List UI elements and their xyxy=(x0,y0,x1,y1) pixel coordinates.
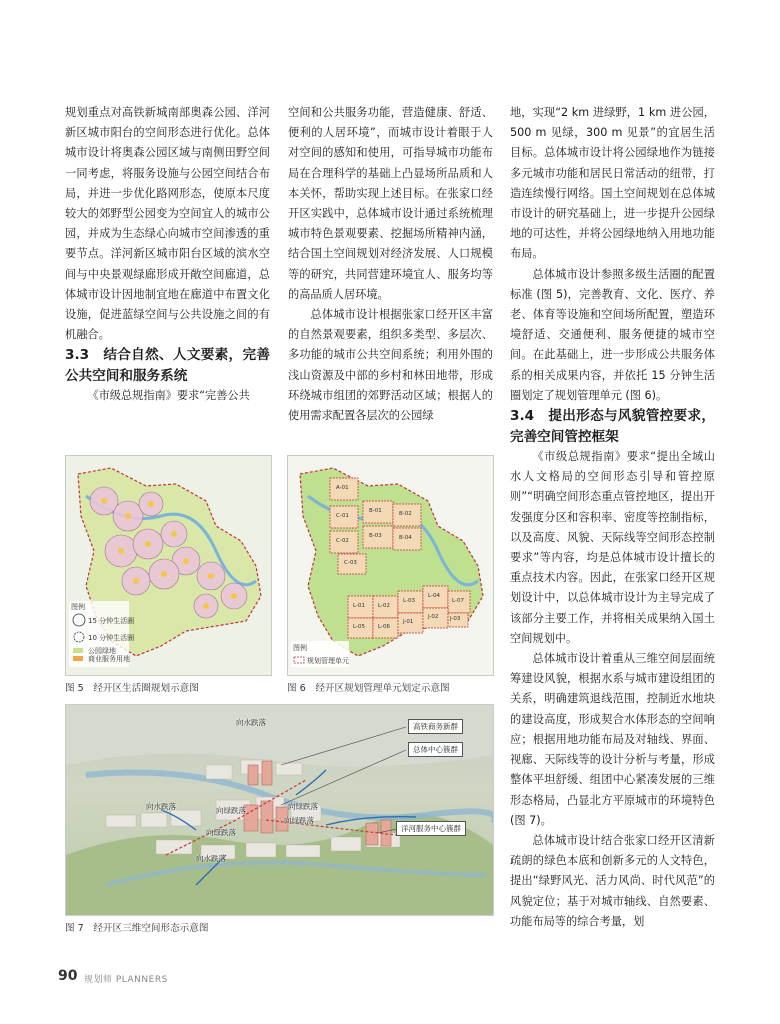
figure-7-rendering xyxy=(65,704,494,916)
unit-label: J-02 xyxy=(428,614,439,620)
paragraph: 《市级总规指南》要求“完善公共 xyxy=(87,389,250,403)
figure-6-map xyxy=(287,455,494,676)
unit-label: C-02 xyxy=(336,538,349,544)
management-unit-map xyxy=(288,456,493,675)
tag-general-center-cluster: 总体中心簇群 xyxy=(408,742,463,757)
unit-label: L-03 xyxy=(403,598,415,604)
form-label: 向绿跌落 xyxy=(288,802,318,811)
form-label: 向绿跌落 xyxy=(206,828,236,837)
legend-title: 图例 xyxy=(71,603,85,611)
paragraph: 《市级总规指南》要求“提出全域山水人文格局的空间形态引导和管控原则”“明确空间形态重点管控地区，提出开发强度分区和容积率、密度等控制指标，以及高度、风貌、天际线等空间形态控制要求”等内容，均是总体城市设计擅长的重点技术内容。因此，在张家口经开区规划设计中，以总体城市设计为主导完成了该部分主要工作，并将相关成果纳入国土空间规划中。 xyxy=(510,450,715,645)
form-label: 向水跌落 xyxy=(146,802,176,811)
paragraph: 总体城市设计根据张家口经开区丰富的自然景观要素，组织多类型、多层次、多功能的城市公共空间系统；利用外围的浅山资源及中部的乡村和林田地带，形成环绕城市组团的郊野活动区域；根据人的使用需求配置各层次的公园绿 xyxy=(288,308,493,423)
section-heading-3-4: 3.4 提出形态与风貌管控要求，完善空间管控框架 xyxy=(510,408,715,445)
paragraph: 地，实现“2 km 进绿野，1 km 进公园，500 m 见绿，300 m 见景”的宜居生活目标。总体城市设计将公园绿地作为链接多元城市功能和居民日常活动的纽带，打造连续慢行网络。国土空间规划在总体城市设计的研究基础上，进一步提升公园绿地的可达性，并将公园绿地纳入用地功能布局。 xyxy=(510,106,715,261)
unit-label: C-01 xyxy=(336,513,349,519)
form-label: 向绿跌落 xyxy=(216,806,246,815)
legend-title: 图例 xyxy=(293,644,307,652)
3d-form-rendering xyxy=(66,705,493,915)
legend-item: 规划管理单元 xyxy=(307,657,349,665)
legend-item: 商业服务用地 xyxy=(88,655,130,663)
legend-commercial-swatch xyxy=(73,656,83,661)
unit-label: B-04 xyxy=(399,535,412,541)
magazine-name: 规划师 PLANNERS xyxy=(84,975,168,985)
unit-label: B-02 xyxy=(399,511,412,517)
paragraph: 总体城市设计着重从三维空间层面统筹建设风貌，根据水系与城市建设组团的关系，明确建筑退线范围，控制近水地块的建设高度，形成契合水体形态的空间响应；根据用地功能布局及对轴线、界面、视廊、天际线等的设计分析与考量，形成整体平坦舒缓、组团中心紧凑发展的三维形态格局，凸显北方平原城市的环境特色 (图 7)。 xyxy=(510,652,715,827)
tag-yanghe-service-cluster: 洋河服务中心簇群 xyxy=(396,821,466,836)
form-label: 向绿跌落 xyxy=(284,816,314,825)
figure-5-caption: 图 5 经开区生活圈规划示意图 xyxy=(65,683,199,694)
paragraph: 总体城市设计结合张家口经开区清新疏朗的绿色本底和创新多元的人文特色，提出“绿野风光、活力风尚、时代风范”的风貌定位；基于对城市轴线、自然要素、功能布局等的综合考量，划 xyxy=(510,833,715,928)
legend-item: 公园绿地 xyxy=(88,647,116,655)
unit-label: L-05 xyxy=(353,624,365,630)
form-label: 向水跌落 xyxy=(196,854,226,863)
paragraph: 规划重点对高铁新城南部奥森公园、洋河新区城市阳台的空间形态进行优化。总体城市设计将奥森公园区域与南侧田野空间一同考虑，将服务设施与公园空间结合布局，并进一步优化路网形态，使原本尺度较大的郊野型公园变为空间宜人的城市公园，并成为生态绿心向城市空间渗透的重要节点。洋河新区城市阳台区域的滨水空间与中央景观绿廊形成开敞空间廊道，总体城市设计因地制宜地在廊道中布置文化设施，促进蓝绿空间与公共设施之间的有机融合。 xyxy=(65,106,270,342)
legend-item: 10 分钟生活圈 xyxy=(88,634,135,642)
unit-label: L-06 xyxy=(378,624,390,630)
unit-label: B-01 xyxy=(369,508,382,514)
unit-label: B-03 xyxy=(369,533,382,539)
sky-haze xyxy=(66,705,493,766)
unit-label: L-04 xyxy=(428,593,440,599)
text-column-3 xyxy=(510,103,715,932)
legend-item: 15 分钟生活圈 xyxy=(88,617,135,625)
legend-park-swatch xyxy=(73,648,83,653)
figure-7-caption: 图 7 经开区三维空间形态示意图 xyxy=(65,923,209,934)
unit-label: L-01 xyxy=(353,603,365,609)
text-column-2 xyxy=(288,103,493,426)
unit-label: L-02 xyxy=(378,603,390,609)
section-heading-3-3: 3.3 结合自然、人文要素，完善公共空间和服务系统 xyxy=(65,347,270,384)
unit-label: C-03 xyxy=(344,560,357,566)
paragraph: 空间和公共服务功能，营造健康、舒适、便利的人居环境”，而城市设计着眼于人对空间的感知和使用，可指导城市功能布局在合理科学的基础上凸显场所品质和人本关怀，帮助实现上述目标。在张家口经开区实践中，总体城市设计通过系统梳理城市特色景观要素、挖掘场所精神内涵，结合国土空间规划对经济发展、人口规模等的研究，共同营建环境宜人、服务均等的高品质人居环境。 xyxy=(288,106,493,301)
form-label: 向水跌落 xyxy=(236,718,266,727)
text-column-1 xyxy=(65,103,270,407)
unit-label: L-07 xyxy=(452,598,464,604)
paragraph: 总体城市设计参照多级生活圈的配置标准 (图 5)，完善教育、文化、医疗、养老、体育等设施和空间场所配置，塑造环境舒适、交通便利、服务便捷的城市空间。在此基础上，进一步形成公共服务体系的相关成果内容，并依托 15 分钟生活圈划定了规划管理单元 (图 6)。 xyxy=(510,267,715,402)
unit-label: A-01 xyxy=(336,485,349,491)
figure-6-caption: 图 6 经开区规划管理单元划定示意图 xyxy=(287,683,450,694)
tag-high-speed-rail-cluster: 高铁商务新群 xyxy=(408,719,463,734)
page-number: 90 xyxy=(58,968,78,984)
figure-5-map xyxy=(65,455,272,676)
unit-label: J-03 xyxy=(450,616,461,622)
unit-label: J-01 xyxy=(403,619,414,625)
